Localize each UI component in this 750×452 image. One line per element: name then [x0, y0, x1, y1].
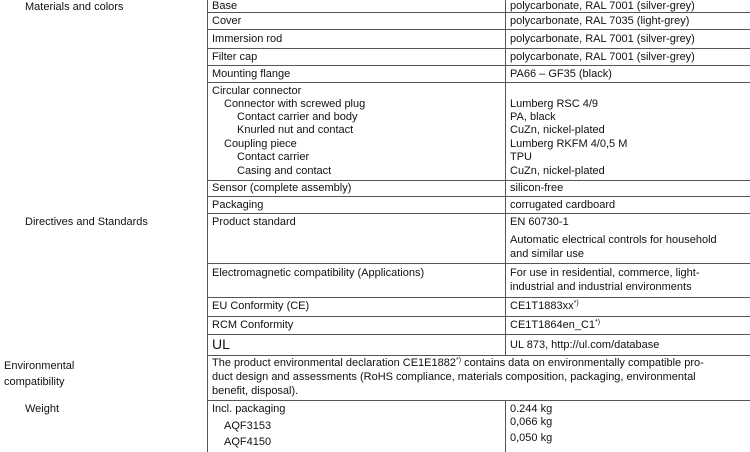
- footnote-marker: *): [455, 357, 462, 364]
- immersion-rod-label: Immersion rod: [212, 33, 283, 45]
- row-divider: [207, 213, 750, 214]
- table-left-border: [207, 0, 208, 452]
- connector-screwed-plug-label: Connector with screwed plug: [224, 98, 366, 110]
- cover-value: polycarbonate, RAL 7035 (light-grey): [510, 15, 690, 27]
- weight-aqf3153-label: AQF3153: [224, 420, 272, 432]
- product-standard-label: Product standard: [212, 216, 296, 228]
- product-standard-value: EN 60730-1: [510, 216, 569, 228]
- row-divider: [207, 400, 750, 401]
- section-materials: Materials and colors: [25, 1, 124, 13]
- weight-incl-packaging-label: Incl. packaging: [212, 403, 286, 415]
- coupling-piece-label: Coupling piece: [224, 138, 297, 150]
- casing-contact-value: CuZn, nickel-plated: [510, 165, 605, 177]
- weight-aqf4150-value: 0,050 kg: [510, 432, 553, 444]
- filter-cap-value: polycarbonate, RAL 7001 (silver-grey): [510, 51, 695, 63]
- row-divider: [207, 48, 750, 49]
- footnote-marker: *): [595, 319, 601, 326]
- mounting-flange-label: Mounting flange: [212, 68, 291, 80]
- coupling-piece-value: Lumberg RKFM 4/0,5 M: [510, 138, 628, 150]
- rcm-conformity-label: RCM Conformity: [212, 319, 294, 331]
- row-divider: [207, 29, 750, 30]
- environmental-text-line3: benefit, disposal).: [212, 385, 299, 397]
- packaging-label: Packaging: [212, 199, 264, 211]
- immersion-rod-value: polycarbonate, RAL 7001 (silver-grey): [510, 33, 695, 45]
- row-divider: [207, 297, 750, 298]
- emc-value-line1: For use in residential, commerce, light-: [510, 267, 700, 279]
- section-directives: Directives and Standards: [25, 216, 148, 228]
- product-standard-description-line1: Automatic electrical controls for household: [510, 234, 717, 246]
- weight-aqf3153-value: 0,066 kg: [510, 416, 553, 428]
- footnote-marker: *): [573, 300, 579, 307]
- contact-carrier-body-value: PA, black: [510, 111, 556, 123]
- ul-value: UL 873, http://ul.com/database: [510, 339, 660, 351]
- section-weight: Weight: [25, 403, 60, 415]
- weight-aqf4150-label: AQF4150: [224, 436, 272, 448]
- row-divider: [207, 82, 750, 83]
- filter-cap-label: Filter cap: [212, 51, 258, 63]
- row-divider: [207, 196, 750, 197]
- packaging-value: corrugated cardboard: [510, 199, 616, 211]
- contact-carrier-value: TPU: [510, 151, 532, 163]
- column-divider-upper: [505, 0, 506, 355]
- knurled-nut-value: CuZn, nickel-plated: [510, 124, 605, 136]
- mounting-flange-value: PA66 – GF35 (black): [510, 68, 612, 80]
- row-divider: [207, 355, 750, 356]
- connector-screwed-plug-value: Lumberg RSC 4/9: [510, 98, 599, 110]
- circular-connector-title: Circular connector: [212, 85, 302, 97]
- casing-contact-label: Casing and contact: [237, 165, 332, 177]
- row-divider: [207, 316, 750, 317]
- knurled-nut-label: Knurled nut and contact: [237, 124, 354, 136]
- eu-conformity-value: CE1T1883xx*): [510, 300, 579, 312]
- contact-carrier-body-label: Contact carrier and body: [237, 111, 358, 123]
- section-environmental-line2: compatibility: [4, 376, 65, 388]
- sensor-value: silicon-free: [510, 182, 564, 194]
- eu-conformity-label: EU Conformity (CE): [212, 300, 310, 312]
- column-divider-lower: [505, 400, 506, 452]
- contact-carrier-label: Contact carrier: [237, 151, 310, 163]
- section-environmental-line1: Environmental: [4, 360, 75, 372]
- environmental-text-line2: duct design and assessments (RoHS compliance, materials composition, packaging, environmental: [212, 371, 696, 383]
- base-value: polycarbonate, RAL 7001 (silver-grey): [510, 0, 695, 12]
- ul-label: UL: [212, 336, 230, 352]
- emc-value-line2: industrial and industrial environments: [510, 281, 692, 293]
- sensor-label: Sensor (complete assembly): [212, 182, 352, 194]
- row-divider: [207, 180, 750, 181]
- rcm-conformity-value: CE1T1864en_C1*): [510, 319, 601, 331]
- row-divider: [207, 263, 750, 264]
- product-standard-description-line2: and similar use: [510, 248, 584, 260]
- weight-incl-packaging-value: 0.244 kg: [510, 403, 553, 415]
- environmental-text-line1: The product environmental declaration CE1E1882*) contains data on environmentally compatible pro-: [212, 357, 704, 369]
- cover-label: Cover: [212, 15, 242, 27]
- base-label: Base: [212, 0, 238, 12]
- row-divider: [207, 334, 750, 335]
- emc-label: Electromagnetic compatibility (Applications): [212, 267, 425, 279]
- row-divider: [207, 65, 750, 66]
